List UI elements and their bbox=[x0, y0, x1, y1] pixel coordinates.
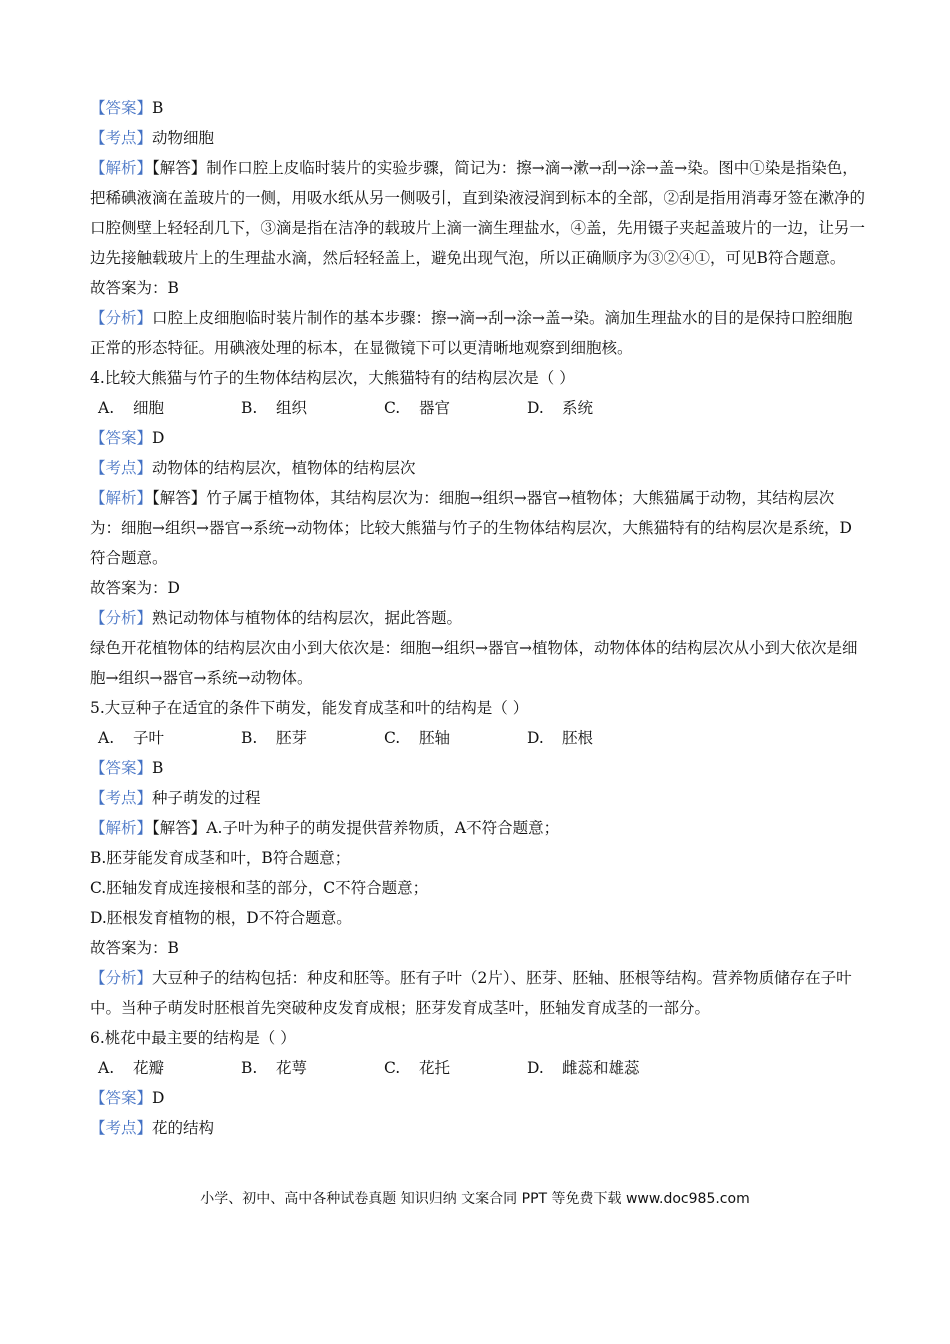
answer-line bbox=[90, 423, 865, 453]
point-line bbox=[90, 1113, 865, 1143]
point-text: 花的结构 bbox=[152, 1119, 215, 1137]
explain-tag: 【解析】 bbox=[90, 159, 153, 177]
text-line: B.胚芽能发育成茎和叶，B符合题意； bbox=[90, 849, 351, 867]
option-letter: A. bbox=[98, 729, 115, 747]
option-letter: A. bbox=[98, 399, 115, 417]
option-b bbox=[241, 1053, 384, 1083]
answer-tag: 【答案】 bbox=[90, 429, 153, 447]
explain-tag: 【解析】 bbox=[90, 819, 153, 837]
option-c bbox=[384, 723, 527, 753]
analysis-tag: 【分析】 bbox=[90, 969, 153, 987]
option-letter: A. bbox=[98, 1059, 115, 1077]
option-text: 花托 bbox=[419, 1059, 451, 1077]
text-line: 5.大豆种子在适宜的条件下萌发，能发育成茎和叶的结构是（ ） bbox=[90, 699, 529, 717]
analysis-text: 口腔上皮细胞临时装片制作的基本步骤：擦→滴→刮→涂→盖→染。滴加生理盐水的目的是保持口腔细胞正常的形态特征。用碘液处理的标本，在显微镜下可以更清晰地观察到细胞核。 bbox=[90, 309, 853, 357]
option-text: 器官 bbox=[419, 399, 451, 417]
point-line bbox=[90, 123, 865, 153]
option-d bbox=[527, 393, 593, 423]
analysis-tag: 【分析】 bbox=[90, 609, 153, 627]
text-line: 故答案为：B bbox=[90, 939, 179, 957]
option-letter: C. bbox=[384, 729, 401, 747]
text-line: D.胚根发育植物的根，D不符合题意。 bbox=[90, 909, 352, 927]
option-a bbox=[98, 1053, 241, 1083]
option-a bbox=[98, 393, 241, 423]
explain-line bbox=[90, 813, 865, 843]
option-letter: C. bbox=[384, 399, 401, 417]
option-text: 雌蕊和雄蕊 bbox=[562, 1059, 640, 1077]
point-tag: 【考点】 bbox=[90, 129, 153, 147]
point-tag: 【考点】 bbox=[90, 459, 153, 477]
option-letter: C. bbox=[384, 1059, 401, 1077]
point-text: 动物体的结构层次，植物体的结构层次 bbox=[152, 459, 416, 477]
analysis-line bbox=[90, 303, 865, 363]
analysis-line bbox=[90, 603, 865, 633]
text-line: 绿色开花植物体的结构层次由小到大依次是：细胞→组织→器官→植物体，动物体体的结构层次从小到大依次是细胞→组织→器官→系统→动物体。 bbox=[90, 639, 858, 687]
answer-line bbox=[90, 1083, 865, 1113]
explain-text: 【解答】竹子属于植物体，其结构层次为：细胞→组织→器官→植物体；大熊猫属于动物，其结构层次为：细胞→组织→器官→系统→动物体；比较大熊猫与竹子的生物体结构层次，大熊猫特有的结构层次是系统，D符合题意。 bbox=[90, 489, 852, 567]
answer-options bbox=[90, 723, 865, 753]
option-text: 细胞 bbox=[133, 399, 165, 417]
text-line: 6.桃花中最主要的结构是（ ） bbox=[90, 1029, 296, 1047]
text-line: 故答案为：D bbox=[90, 579, 180, 597]
explain-line bbox=[90, 483, 865, 573]
answer-options bbox=[90, 1053, 865, 1083]
option-text: 子叶 bbox=[133, 729, 165, 747]
option-text: 胚轴 bbox=[419, 729, 451, 747]
text-line: C.胚轴发育成连接根和茎的部分，C不符合题意； bbox=[90, 879, 429, 897]
answer-tag: 【答案】 bbox=[90, 759, 153, 777]
text-line: 4.比较大熊猫与竹子的生物体结构层次，大熊猫特有的结构层次是（ ） bbox=[90, 369, 575, 387]
page-footer: 小学、初中、高中各种试卷真题 知识归纳 文案合同 PPT 等免费下载 www.doc985.com bbox=[200, 1191, 750, 1207]
answer-text: D bbox=[152, 1089, 165, 1107]
analysis-line bbox=[90, 963, 865, 1023]
option-text: 胚芽 bbox=[276, 729, 308, 747]
point-text: 动物细胞 bbox=[152, 129, 215, 147]
option-d bbox=[527, 1053, 640, 1083]
analysis-tag: 【分析】 bbox=[90, 309, 153, 327]
point-tag: 【考点】 bbox=[90, 1119, 153, 1137]
explain-text: 【解答】制作口腔上皮临时装片的实验步骤，简记为：擦→滴→漱→刮→涂→盖→染。图中①染是指染色，把稀碘液滴在盖玻片的一侧，用吸水纸从另一侧吸引，直到染液浸润到标本的全部，②刮是指用消毒牙签在漱净的口腔侧壁上轻轻刮几下，③滴是指在洁净的载玻片上滴一滴生理盐水，④盖，先用镊子夹起盖玻片的一边，让另一边先接触载玻片上的生理盐水滴，然后轻轻盖上，避免出现气泡，所以正确顺序为③②④①，可见B符合题意。 bbox=[90, 159, 866, 267]
option-letter: D. bbox=[527, 729, 544, 747]
answer-tag: 【答案】 bbox=[90, 1089, 153, 1107]
answer-tag: 【答案】 bbox=[90, 99, 153, 117]
analysis-text: 熟记动物体与植物体的结构层次，据此答题。 bbox=[152, 609, 463, 627]
option-a bbox=[98, 723, 241, 753]
option-d bbox=[527, 723, 593, 753]
option-c bbox=[384, 393, 527, 423]
option-text: 花萼 bbox=[276, 1059, 308, 1077]
option-c bbox=[384, 1053, 527, 1083]
analysis-text: 大豆种子的结构包括：种皮和胚等。胚有子叶（2片）、胚芽、胚轴、胚根等结构。营养物质储存在子叶中。当种子萌发时胚根首先突破种皮发育成根；胚芽发育成茎叶，胚轴发育成茎的一部分。 bbox=[90, 969, 852, 1017]
answer-text: B bbox=[152, 99, 164, 117]
answer-options bbox=[90, 393, 865, 423]
option-text: 系统 bbox=[562, 399, 594, 417]
point-line bbox=[90, 783, 865, 813]
document-body bbox=[90, 93, 865, 1143]
option-text: 胚根 bbox=[562, 729, 594, 747]
option-letter: B. bbox=[241, 399, 258, 417]
explain-tag: 【解析】 bbox=[90, 489, 153, 507]
point-line bbox=[90, 453, 865, 483]
option-b bbox=[241, 393, 384, 423]
answer-text: D bbox=[152, 429, 165, 447]
option-letter: B. bbox=[241, 1059, 258, 1077]
explain-text: 【解答】A.子叶为种子的萌发提供营养物质，A不符合题意； bbox=[152, 819, 560, 837]
option-letter: D. bbox=[527, 399, 544, 417]
option-letter: D. bbox=[527, 1059, 544, 1077]
answer-line bbox=[90, 93, 865, 123]
answer-line bbox=[90, 753, 865, 783]
point-tag: 【考点】 bbox=[90, 789, 153, 807]
explain-line bbox=[90, 153, 865, 273]
text-line: 故答案为：B bbox=[90, 279, 179, 297]
option-b bbox=[241, 723, 384, 753]
option-text: 组织 bbox=[276, 399, 308, 417]
answer-text: B bbox=[152, 759, 164, 777]
point-text: 种子萌发的过程 bbox=[152, 789, 261, 807]
option-letter: B. bbox=[241, 729, 258, 747]
option-text: 花瓣 bbox=[133, 1059, 165, 1077]
